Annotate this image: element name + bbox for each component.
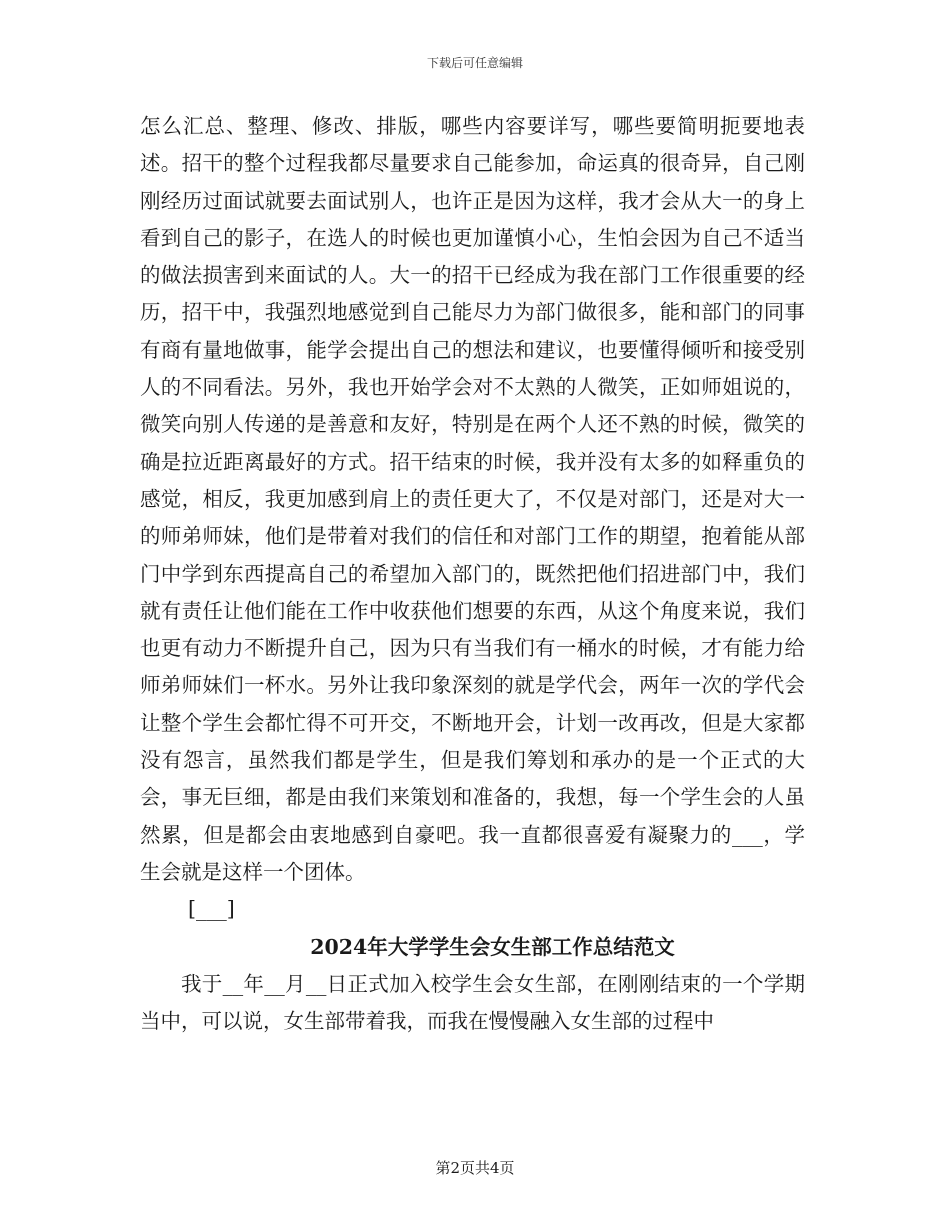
body-paragraph: 我于__年__月__日正式加入校学生会女生部，在刚刚结束的一个学期当中，可以说，女生部带着我，而我在慢慢融入女生部的过程中 xyxy=(140,971,805,1034)
section-title: 2024年大学学生会女生部工作总结范文 xyxy=(310,934,675,959)
body-paragraph: 怎么汇总、整理、修改、排版，哪些内容要详写，哪些要简明扼要地表述。招干的整个过程我都尽量要求自己能参加，命运真的很奇异，自己刚刚经历过面试就要去面试别人，也许正是因为这样，我才会从大一的身上看到自己的影子，在选人的时候也更加谨慎小心，生怕会因为自己不适当的做法损害到来面试的人。大一的招干已经成为我在部门工作很重要的经历，招干中，我强烈地感觉到自己能尽力为部门做很多，能和部门的同事有商有量地做事，能学会提出自己的想法和建议，也要懂得倾听和接受别人的不同看法。另外，我也开始学会对不太熟的人微笑，正如师姐说的，微笑向别人传递的是善意和友好，特别是在两个人还不熟的时候，微笑的确是拉近距离最好的方式。招干结束的时候，我并没有太多的如释重负的感觉，相反，我更加感到肩上的责任更大了，不仅是对部门，还是对大一的师弟师妹，他们是带着对我们的信任和对部门工作的期望，抱着能从部门中学到东西提高自己的希望加入部门的，既然把他们招进部门中，我们就有责任让他们能在工作中收获他们想要的东西，从这个角度来说，我们也更有动力不断提升自己，因为只有当我们有一桶水的时候，才有能力给师弟师妹们一杯水。另外让我印象深刻的就是学代会，两年一次的学代会让整个学生会都忙得不可开交，不断地开会，计划一改再改，但是大家都没有怨言，虽然我们都是学生，但是我们筹划和承办的是一个正式的大会，事无巨细，都是由我们来策划和准备的，我想，每一个学生会的人虽然累，但是都会由衷地感到自豪吧。我一直都很喜爱有凝聚力的___，学生会就是这样一个团体。 xyxy=(140,114,805,884)
document-body xyxy=(140,108,805,1040)
bracket-placeholder: [___] xyxy=(188,897,235,922)
page-header-note: 下载后可任意编辑 xyxy=(426,56,523,70)
page-number: 第2页共4页 xyxy=(435,1159,515,1177)
